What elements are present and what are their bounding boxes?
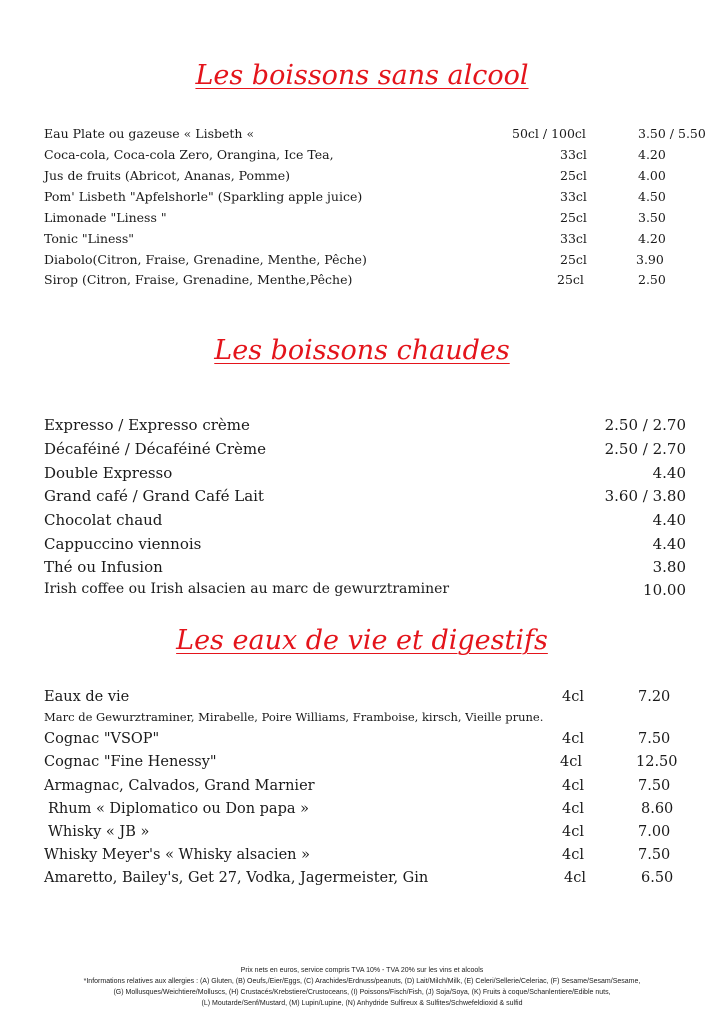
item-volume: 4cl xyxy=(560,754,582,770)
item-volume: 4cl xyxy=(562,824,584,840)
item-volume: 4cl xyxy=(562,731,584,747)
item-price: 2.50 / 2.70 xyxy=(604,440,686,458)
item-name: Cappuccino viennois xyxy=(44,535,202,553)
item-name: Jus de fruits (Abricot, Ananas, Pomme) xyxy=(44,168,291,183)
item-price: 4.40 xyxy=(652,511,686,529)
menu-item xyxy=(0,272,724,292)
item-name: Expresso / Expresso crème xyxy=(44,416,250,434)
item-price: 7.50 xyxy=(638,731,671,747)
menu-item xyxy=(0,252,724,272)
menu-item xyxy=(0,801,724,823)
item-volume: 25cl xyxy=(560,168,587,183)
menu-item xyxy=(0,689,724,711)
item-name: Cognac "Fine Henessy" xyxy=(44,754,217,770)
item-price: 7.00 xyxy=(638,824,671,840)
item-name: Eaux de vie xyxy=(44,689,130,705)
item-price: 7.20 xyxy=(638,689,671,705)
item-price: 10.00 xyxy=(643,581,686,599)
item-volume: 4cl xyxy=(562,778,584,794)
item-name: Sirop (Citron, Fraise, Grenadine, Menthe,Pêche) xyxy=(44,272,353,287)
menu-item xyxy=(0,824,724,846)
item-name: Décaféiné / Décaféiné Crème xyxy=(44,440,267,458)
menu-item xyxy=(0,535,724,557)
section-title-soft-drinks: Les boissons sans alcool xyxy=(195,60,529,91)
item-name: Eau Plate ou gazeuse « Lisbeth « xyxy=(44,126,255,141)
item-price: 4.40 xyxy=(652,535,686,553)
item-name: Thé ou Infusion xyxy=(44,558,163,576)
footer-notes xyxy=(0,965,724,1009)
item-name: Whisky Meyer's « Whisky alsacien » xyxy=(44,847,310,863)
item-name: Irish coffee ou Irish alsacien au marc de gewurztraminer xyxy=(44,581,450,597)
item-name: Chocolat chaud xyxy=(44,511,163,529)
item-volume: 33cl xyxy=(560,231,587,246)
menu-item xyxy=(0,511,724,533)
item-price: 4.00 xyxy=(638,168,666,183)
item-price: 3.50 / 5.50 xyxy=(638,126,706,141)
menu-item xyxy=(0,558,724,580)
section-title-hot-drinks: Les boissons chaudes xyxy=(214,335,510,366)
item-name: Limonade "Liness " xyxy=(44,210,167,225)
footer-price-note: Prix nets en euros, service compris TVA 10% - TVA 20% sur les vins et alcools xyxy=(240,967,484,974)
item-name: Whisky « JB » xyxy=(48,824,150,840)
menu-item xyxy=(0,754,724,776)
section-title-spirits: Les eaux de vie et digestifs xyxy=(176,625,548,656)
menu-item xyxy=(0,487,724,509)
item-volume: 25cl xyxy=(557,272,584,287)
menu-item xyxy=(0,126,724,146)
item-volume: 4cl xyxy=(562,689,584,705)
item-volume: 33cl xyxy=(560,147,587,162)
item-volume: 33cl xyxy=(560,189,587,204)
item-price: 4.20 xyxy=(638,231,666,246)
item-name: Diabolo(Citron, Fraise, Grenadine, Menthe, Pêche) xyxy=(44,252,367,267)
footer-allergy-line: *Informations relatives aux allergies : (A) Gluten, (B) Oeufs,/Eier/Eggs, (C) Arachides/Erdnuss/peanuts, (D) Lait/Milch/Milk, (E) Celeri/Sellerie/Celeriac, (F) Sesame/Sesam/Sesame, xyxy=(83,978,641,985)
menu-item xyxy=(0,847,724,869)
item-price: 3.80 xyxy=(652,558,686,576)
item-price: 12.50 xyxy=(636,754,678,770)
item-volume: 25cl xyxy=(560,252,587,267)
item-volume: 4cl xyxy=(562,847,584,863)
item-volume: 4cl xyxy=(562,801,584,817)
item-subdescription: Marc de Gewurztraminer, Mirabelle, Poire Williams, Framboise, kirsch, Vieille prune. xyxy=(44,710,544,724)
item-name: Double Expresso xyxy=(44,464,173,482)
item-volume: 4cl xyxy=(564,870,586,886)
item-price: 7.50 xyxy=(638,778,671,794)
menu-item xyxy=(0,464,724,486)
item-price: 4.40 xyxy=(652,464,686,482)
menu-item xyxy=(0,168,724,188)
menu-item xyxy=(0,147,724,167)
item-name: Pom' Lisbeth "Apfelshorle" (Sparkling apple juice) xyxy=(44,189,363,204)
menu-item xyxy=(0,440,724,462)
item-price: 8.60 xyxy=(641,801,674,817)
footer-allergy-line: (L) Moutarde/Senf/Mustard, (M) Lupin/Lupine, (N) Anhydride Sulfireux & Sulfites/Schwefeldioxid & sulfid xyxy=(201,1000,523,1007)
item-name: Armagnac, Calvados, Grand Marnier xyxy=(44,778,315,794)
item-volume: 25cl xyxy=(560,210,587,225)
item-price: 7.50 xyxy=(638,847,671,863)
item-price: 4.20 xyxy=(638,147,666,162)
menu-item xyxy=(0,189,724,209)
item-name: Grand café / Grand Café Lait xyxy=(44,487,264,505)
menu-item xyxy=(0,778,724,800)
item-price: 4.50 xyxy=(638,189,666,204)
menu-item xyxy=(0,231,724,251)
item-price: 3.60 / 3.80 xyxy=(604,487,686,505)
footer-allergy-line: (G) Mollusques/Weichtiere/Molluscs, (H) Crustacés/Krebstiere/Crustoceans, (I) Poissons/Fisch/Fish, (J) Soja/Soya, (K) Fruits à coque/Schanlentiere/Edible nuts, xyxy=(113,989,611,996)
menu-item xyxy=(0,210,724,230)
menu-item xyxy=(0,870,724,892)
item-name: Tonic "Liness" xyxy=(44,231,134,246)
item-name: Coca-cola, Coca-cola Zero, Orangina, Ice Tea, xyxy=(44,147,334,162)
menu-item xyxy=(0,731,724,753)
item-name: Cognac "VSOP" xyxy=(44,731,160,747)
item-name: Amaretto, Bailey's, Get 27, Vodka, Jagermeister, Gin xyxy=(44,870,429,886)
item-volume: 50cl / 100cl xyxy=(512,126,586,141)
item-price: 3.50 xyxy=(638,210,666,225)
item-price: 2.50 / 2.70 xyxy=(604,416,686,434)
menu-item xyxy=(0,416,724,438)
menu-item xyxy=(0,581,724,603)
item-price: 3.90 xyxy=(636,252,664,267)
item-price: 6.50 xyxy=(641,870,674,886)
item-price: 2.50 xyxy=(638,272,666,287)
item-name: Rhum « Diplomatico ou Don papa » xyxy=(48,801,309,817)
